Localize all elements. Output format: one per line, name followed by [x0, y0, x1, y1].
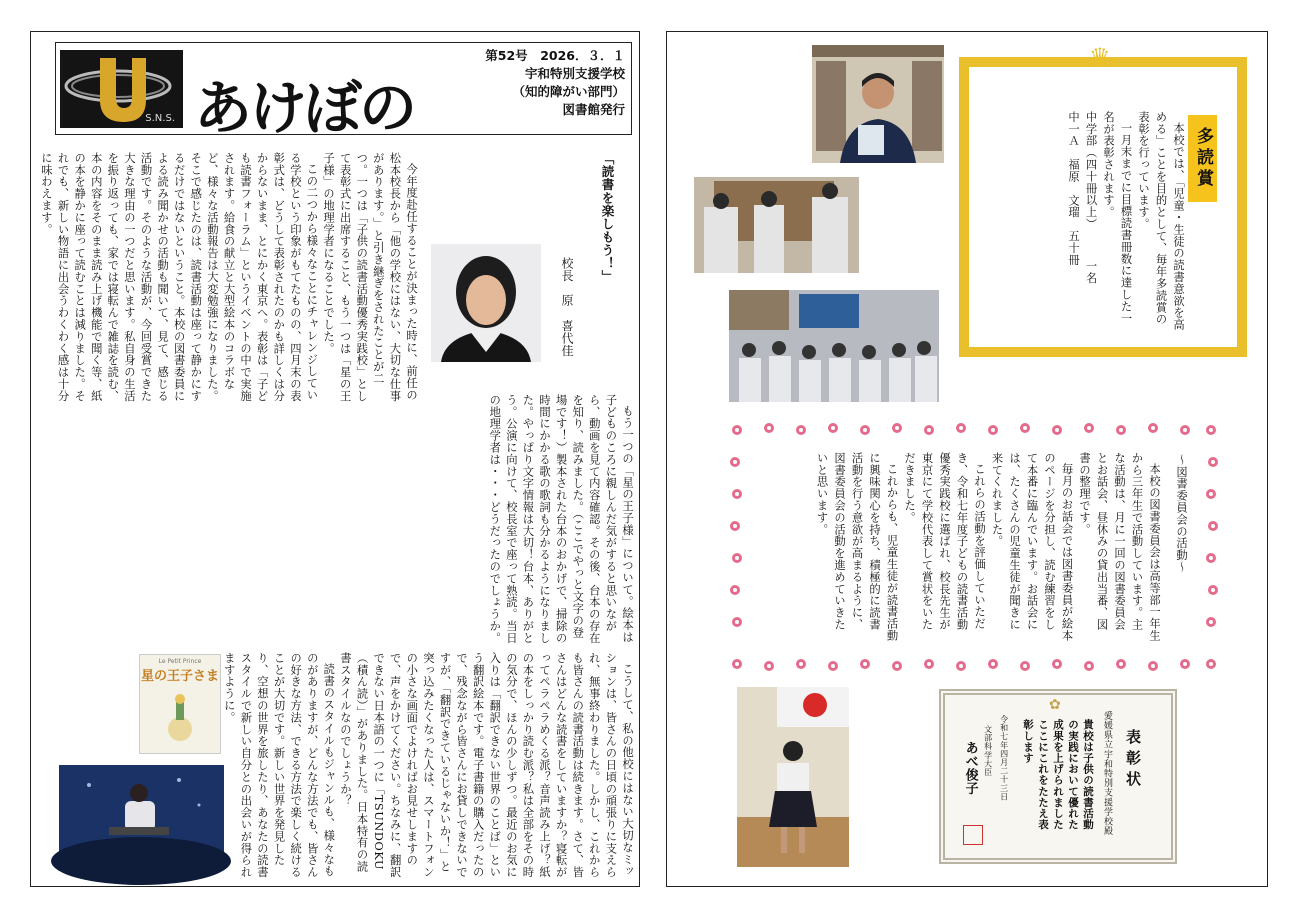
article-text-lower	[222, 652, 635, 880]
right-page	[666, 31, 1268, 887]
award-count-people: 一名	[1084, 260, 1098, 284]
publication-info	[425, 47, 625, 119]
publisher: 図書館発行	[562, 102, 625, 117]
certificate-body: 貴校は子供の読書活動の実践において優れた成果を上げられましたここにこれをたたえ表彰します	[1022, 719, 1094, 830]
issue-date: 2026．３．１	[540, 48, 625, 63]
article-paragraph: この二つから様々なことにチャレンジしている学校という印象がもてたものの、四月末の表彰式は、どうして表彰されたのかも詳しくは分からないまま、とにかく東京へ。表彰は「子ども読書フォーラム」というイベントの中で実施されます。給食の献立と大型絵本のコラボなど、様々な活動報告は大変勉強になりました。そこで感じたのは、読書活動は座って静かにするだけではないということ。本校の図書委員による読み聞かせの活動も聞いて、見て、感じる活動です。そのような活動が、今回受賞できた大きな理由の一つだと思います。私自身の生活を振り返っても、家では寝転んで雑誌を読む、本の内容をそのまま読み上げ機能で聞く等、紙の本を静かに座って読むことは減りました。それでも、新しい物語に出会うわくわく感は十分に味わえます。	[39, 152, 319, 402]
award-text	[1005, 111, 1187, 333]
book-cover-title: 星の王子さま	[140, 669, 219, 684]
award-student-photo	[812, 45, 944, 163]
classroom-session-photo	[729, 290, 939, 402]
left-page	[30, 31, 640, 887]
newsletter-title: あけぼの	[194, 74, 415, 142]
crown-icon: ♛	[1089, 43, 1111, 71]
award-ceremony-photo	[737, 687, 849, 867]
committee-heading: ～図書委員会の活動～	[1175, 454, 1188, 573]
award-category: 中学部（四十冊以上）	[1084, 111, 1098, 225]
stage-performance-photo	[59, 765, 224, 869]
committee-paragraph: 本校の図書委員会は高等部一年生から三年生で活動しています。主な活動は、月に一回の図書委員会とお話会、昼休みの貸出当番、図書の整理です。	[1078, 452, 1161, 642]
certificate-date: 令和七年四月二十三日	[999, 715, 1009, 801]
school-logo	[60, 50, 183, 128]
award-certificate	[939, 689, 1177, 864]
article-paragraph: もう一つの「星の王子様」について。絵本は子どものころに親しんだ気がすると思いながら、動画を見て内容確認。その後、台本の存在を知り、読みました。（ここでやっと文字の登場です！）製本された台本のおかげで、掃除の時間にかかる歌の歌詞も分かるようになりました。やっぱり文字情報は大切！台本、ありがとう。公演に向けて、校長室で座って熟読。当日の地理学者は・・・どうだったのでしょうか。	[488, 394, 634, 644]
committee-paragraph: 毎月のお話会では図書委員が絵本のページを分担し、読む練習をして本番に臨んでいます。お話会には、たくさんの児童生徒が聞きに来てくれました。	[990, 452, 1074, 642]
award-paragraph: 本校では、「児童・生徒の読書意欲を高める」ことを目的として、毎年多読賞の表彰を行っています。	[1137, 111, 1185, 331]
committee-paragraph: これらの活動を評価していただき、令和七年度子どもの読書活動優秀実践校に選ばれ、校長先生が東京にて学校代表して賞状をいただきました。	[903, 452, 986, 631]
article-paragraph: 読書のスタイルもジャンルも、様々なものがありますが、どんな方法でも、皆さんの好きな方法、できる方法で楽しく続けることが大切です。新しい世界を発見したり、空想の世界を旅したり、あなたの読書スタイルで新しい自分との出会いが得られますように。	[222, 652, 336, 879]
award-frame	[959, 43, 1247, 357]
official-seal	[963, 825, 983, 845]
article-heading: 「読書を楽しもう！」	[600, 152, 615, 283]
article-paragraph: こうして、私の他校にはない大切なミッションは、皆さんの日頃の頑張りに支えられ、無事終わりました。しかし、これからも皆さんの読書活動は続きます。さて、皆さんはどんな読書をしていますか？寝転がってペラペラめくる派？音声読み上げ？紙の本をしっかり読む派？私は全部をその時の気分で、ほんの少しずつ。最近のお気に入りは「翻訳できない世界のことば」という翻訳絵本です。電子書籍の購入だったので、残念ながら皆さんにお貸しできないですが、「翻訳できているじゃないか！」と突っ込みたくなった人は、スマートフォンの小さな画面でよければお見せしますので、声をかけてください。ちなみに、翻訳できない日本語の一つに「TSUNDOKU（積ん読）」がありました。日本特有の読書スタイルなのでしょうか？	[338, 652, 634, 879]
author-name: 原 喜代佳	[560, 294, 574, 357]
author-title: 校長	[560, 257, 574, 283]
certificate-issuer-name: あべ俊子	[962, 741, 978, 796]
article-text-upper	[39, 152, 419, 404]
committee-paragraph: これからも、児童生徒が読書活動に興味関心を持ち、積極的に読書活動を行う意欲が高まるように、図書委員会の活動を進めていきたいと思います。	[815, 452, 899, 642]
masthead	[55, 42, 632, 142]
principal-photo	[431, 244, 541, 362]
committee-text	[755, 452, 1163, 642]
committee-frame	[729, 422, 1219, 672]
emblem-icon: ✿	[1049, 697, 1061, 713]
winner-books: 五十冊	[1067, 230, 1080, 266]
certificate-title: 表彰状	[1124, 729, 1142, 792]
issue-number: 第52号	[485, 48, 528, 63]
award-label: 多読賞	[1188, 115, 1217, 202]
library-students-photo	[694, 177, 859, 273]
winner-name: 福原 文瑠	[1067, 158, 1080, 219]
certificate-issuer-title: 文部科学大臣	[983, 725, 993, 777]
logo-text: S.N.S.	[145, 113, 175, 124]
winner-class: 中一Ａ	[1067, 111, 1080, 147]
book-cover-top: Le Petit Prince	[158, 658, 202, 665]
award-paragraph: 一月末までに目標読書冊数に達した一名が表彰されます。	[1102, 111, 1133, 325]
school-name: 宇和特別支援学校	[524, 66, 625, 81]
article-paragraph: 今年度赴任することが決まった時に、前任の松本校長から「他の学校にはない、大切な仕事があります。」と引き継ぎをされたことが二つ。一つは「子供の読書活動優秀実践校」として表彰式に出席すること、もう一つは「星の王子様」の地理学者になることでした。	[322, 152, 418, 402]
book-cover	[139, 654, 221, 754]
department: （知的障がい部門）	[512, 84, 625, 99]
article-text-middle	[59, 394, 635, 644]
certificate-recipient: 愛媛県立宇和特別支援学校殿	[1102, 711, 1112, 836]
